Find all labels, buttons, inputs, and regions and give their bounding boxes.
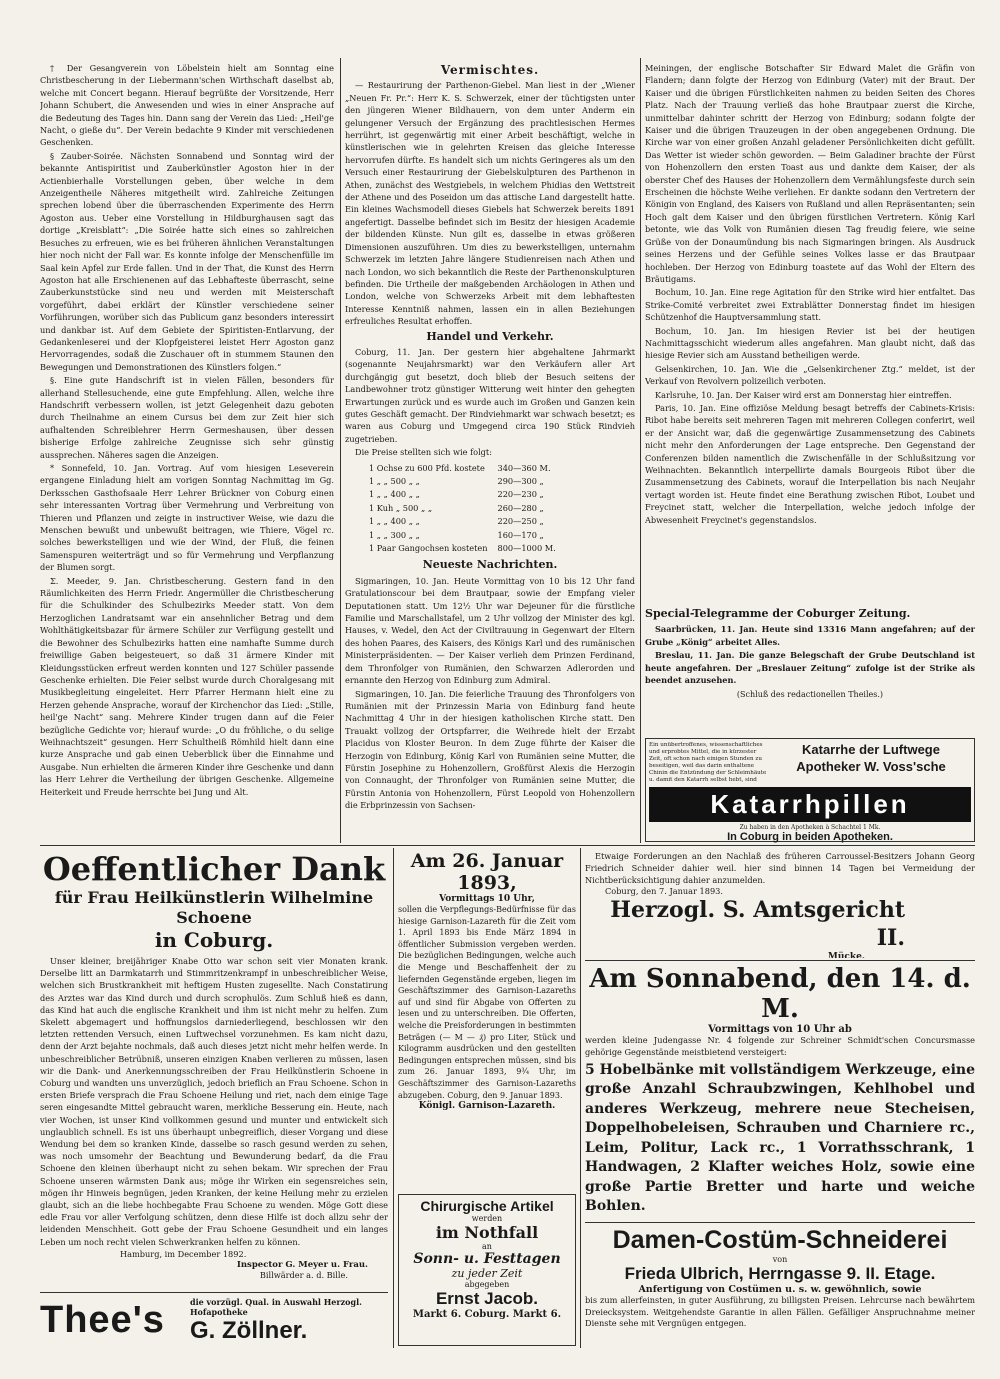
costume-von: von [772, 1255, 788, 1264]
katarrh-headline: Katarrhe der Luftwege [802, 742, 940, 757]
chirurg-werden: werden [471, 1214, 503, 1223]
article-sigmaringen-cont: Meiningen, der englische Botschafter Sir Edward Malet die Gräfin von Flandern; dann folgte der Herzog von Edinburg (Vater) mit der Braut. Der Kaiser und die übrigen Fürstlichkeiten nahmen zu beiden Seiten des Chores Platz. Nach der Trauung verließ das hohe Brautpaar zuerst die Kirche, unmittelbar dahinter schritt der Herzog von Edinburg; sodann folgte der Kaiser und die übrigen Trauzeugen in der oben angegebenen Ordnung. Die Kirche war von einer großen Anzahl geladener Persönlichkeiten dicht gefüllt. Das Wetter ist wieder schön geworden. — Beim Galadiner brachte der Fürst von Hohenzollern den ersten Toast aus und dankte dem Kaiser, der als oberster Chef des Hauses der Hohenzollern dem Vermählungsfeste durch sein Erscheinen die höchste Weihe verliehen. Er dankte sodann den Vertretern der Königin von England, des Kaisers von Rußland und allen Repräsentanten; sein Hoch galt dem Kaiser und den übrigen fürstlichen Vertretern. König Karl betonte, wie das Volk von Rumänien diesen Tag freudig feiere, wie seine Grüße von der Donaumündung bis nach Sigmaringen bringen. Als Ausdruck seines Herzens und der Gefühle seines Volkes lasse er das Brautpaar hochleben. Der Herzog von Edinburg toastete auf das Wohl der Eltern des Bräutigams. [645, 63, 975, 284]
dank-subtitle-1: für Frau Heilkünstlerin Wilhelmine Schoene [54, 888, 374, 927]
costume-body: bis zum allerfeinsten, in guter Ausführung, zu billigsten Preisen. Lehrcurse nach bewährtem Dreiecksystem. Weitgehendste Garantie in allen Fällen. Gefälliger Anspruchnahme meiner Dienste sehe mit Vergnügen entgegen. [585, 1295, 975, 1328]
thee-description: die vorzügl. Qual. in Auswahl Herzogl. Hofapotheke [190, 1296, 362, 1317]
column-rule [640, 58, 641, 843]
article-bochum-2: Bochum, 10. Jan. Im hiesigen Revier ist bei der heutigen Nachmittagsschicht wiederum alles angefahren. Man glaubt nicht, daß das hiesige Revier sich am Ausstand betheiligen werde. [645, 325, 975, 361]
dank-advertisement [40, 850, 388, 1290]
section-heading-telegramme: Special-Telegramme der Coburger Zeitung. [645, 607, 911, 620]
katarrh-description: Ein unübertroffenes, wissenschaftliches und erprobtes Mittel, die in kürzester Zeit, oft schon nach einigen Stunden zu beseitigen, weil das darin enthaltene Chinin die Entzündung der Schleimhäute u. damit den Katarrh selbst hebt, sind [649, 742, 767, 783]
lazareth-advertisement [398, 850, 576, 1190]
prices-intro: Die Preise stellten sich wie folgt: [355, 447, 492, 458]
thee-pharmacy-name: G. Zöllner. [190, 1316, 308, 1344]
article-sigmaringen-2: Sigmaringen, 10. Jan. Die feierliche Trauung des Thronfolgers von Rumänien mit der Prinzessin Maria von Edinburg fand heute Nachmittag 4 Uhr in der hiesigen katholischen Kirche statt. Den Trauakt vollzog der Ortspfarrer, die Weihrede hielt der Erzabt Placidus von Kloster Beuron. In dem Zuge führte der Kaiser die Herzogin von Edinburg, König Karl von Rumänien seine Mutter, die Fürstin Josephine zu Hohenzollern, Großfürst Alexis die Herzogin von Connaught, der Thronfolger von Rumänien seine Mutter, die Fürstin Antonia von Hohenzollern, Fürst Leopold von Hohenzollern die Erbprinzessin von Sachsen- [345, 688, 635, 811]
section-divider [40, 845, 975, 846]
amts-date: Coburg, den 7. Januar 1893. [605, 886, 723, 896]
costume-title: Damen-Costüm-Schneiderei [612, 1226, 948, 1254]
lazareth-date: Am 26. Januar 1893, [410, 850, 564, 894]
table-row: 1 Paar Gangochsen kosteten 800—1000 M. [369, 543, 556, 554]
dank-signature: Inspector G. Meyer u. Frau. [236, 1259, 368, 1270]
article-meeder: Σ. Meeder, 9. Jan. Christbescherung. Gestern fand in den Räumlichkeiten des Herrn Friedr. Angermüller die Christbescherung für die Schulkinder des Schulbezirks Meeder statt. Von dem Herzoglichen Landratsamt war ein ansehnlicher Betrag und dem Wohlthätigkeitsbazar für ärmere Schüler zur Verfügung gestellt und die Bewohner des Schulbezirks hatten eine namhafte Summe durch freiwillige Gaben beigesteuert, so daß 31 ärmere Kinder mit Kleidungsstücken erfreut werden konnten und 127 Schüler passende Geschenke erhielten. Die Feier selbst wurde durch Choralgesang mit Musikbegleitung eingeleitet. Herr Pfarrer Hermann hielt eine zu Herzen gehende Ansprache, worauf der Kirchenchor das Lied: „Stille, heil'ge Nacht“ sang. Mehrere Kinder trugen dann auf die Feier bezügliche Gedichte vor; hierauf wurde: „O du fröhliche, o du selige Weihnachtszeit“ gesungen. Herr Schultheiß Römhild hielt dann eine kurze Ansprache und gab einen Ueberblick über die Einnahme und Ausgabe. Nun erhielten die ärmeren Kinder ihre Geschenke und dann las Herr Lehrer die Vertheilung der übrigen Geschenke. Allgemeine Heiterkeit und Freude herrschte bei Jung und Alt. [40, 575, 334, 797]
article-karlsruhe: Karlsruhe, 10. Jan. Der Kaiser wird erst am Donnerstag hier eintreffen. [655, 389, 952, 400]
costume-name: Frieda Ulbrich, Herrngasse 9. II. Etage. [624, 1264, 936, 1283]
costume-sub: Anfertigung von Costümen u. s. w. gewöhnlich, sowie [638, 1284, 922, 1295]
article-coburg-market: Coburg, 11. Jan. Der gestern hier abgehaltene Jahrmarkt (sogenannte Neujahrsmarkt) war den Verkäufern aller Art durchgängig gut besetzt, doch blieb der Besuch seitens der Landbewohner trotz günstiger Witterung weit hinter den gehegten Erwartungen zurück und es wurde auch im Großen und Ganzen kein gutes Geschäft gemacht. Der Rindviehmarkt war schwach besetzt; es waren aus Coburg und Umgegend circa 190 Stück Rindvieh zugetrieben. [345, 346, 635, 444]
article-parthenon: — Restaurirung der Parthenon-Giebel. Man liest in der „Wiener „Neuen Fr. Pr.“: Herr K. S. Schwerzek, einer der tüchtigsten unter den jüngeren Wiener Bildhauern, von dem unter Anderm ein gelungener Versuch der Ergänzung des prachtlesischen Hermes herrührt, ist gegenwärtig mit einer Arbeit beschäftigt, welche in künstlerischen wie in gelehrten Kreisen das gleiche Interesse hervorrufen dürfte. Es handelt sich um nichts Geringeres als um den Versuch einer Restaurirung der Giebelskulpturen des Parthenon in Athen, zunächst des Westgiebels, in welchem Phidias den Wettstreit der Athene und des Poseidon um das attische Land dargestellt hatte. Ein kleines Wachsmodell dieses Giebels hat Schwerzek bereits 1891 angefertigt. Dasselbe befindet sich im Besitz der hiesigen Academie der bildenden Künste. Nun gilt es, dasselbe in etwas größeren Dimensionen auszuführen. Um dies zu bewerkstelligen, unternahm Schwerzek im letzten Jahre längere Studienreisen nach Athen und nach London, wo sich bekanntlich die Reste der Parthenonskulpturen befinden. Die Urtheile der maßgebenden Archäologen in Athen und London, welche von Schwerzeks Arbeit mit dem lebhaftesten Interesse Kenntniß nahmen, lassen ein in allen Beziehungen erfreuliches Resultat erhoffen. [345, 80, 635, 327]
chirurg-nothfall: im Nothfall [435, 1223, 539, 1242]
chirurg-advertisement [398, 1194, 576, 1346]
telegram-breslau: Breslau, 11. Jan. Die ganze Belegschaft der Grube Deutschland ist heute angefahren. Der „Breslauer Zeitung“ zufolge ist der Strike als beendet anzusehen. [645, 650, 975, 686]
table-row: 1 Ochse zu 600 Pfd. kostete 340—360 M. [369, 462, 551, 473]
costume-advertisement [585, 1226, 975, 1348]
article-sonnefeld: * Sonnefeld, 10. Jan. Vortrag. Auf vom hiesigen Leseverein ergangene Einladung hielt am vorigen Sonntag Nachmittag im Gg. Derksschen Gasthofsaale Herr Lehrer Brückner von Coburg einen sehr interessanten Vortrag über Vermehrung und Verbreitung von Thieren und Pflanzen und zeigte in instructiver Weise, wie dazu die Menschen bewußt und unbewußt beitragen, wie Thiere, Vögel rc. solches bewerkstelligen und wie der Wind, der Fluß, die feinen Samenspuren weiterträgt und so für Vermehrung und Verpflanzung der Blumen sorgt. [40, 463, 334, 573]
news-column-3 [645, 62, 975, 602]
thee-advertisement [40, 1292, 388, 1348]
lazareth-signature: Königl. Garnison-Lazareth. [418, 1101, 556, 1112]
table-row: 1 „ „ 400 „ „ 220—250 „ [369, 516, 544, 527]
chirurg-abgegeben: abgegeben [464, 1280, 510, 1289]
section-heading-vermischtes: Vermischtes. [440, 63, 540, 77]
katarrh-where: In Coburg in beiden Apotheken. [727, 831, 893, 843]
price-table [363, 461, 562, 557]
katarrh-maker: Apotheker W. Voss'sche [796, 759, 946, 774]
auction-time: Vormittags von 10 Uhr ab [708, 1024, 852, 1035]
auction-items: 5 Hobelbänke mit vollständigem Werkzeuge, eine große Anzahl Schraubzwingen, Kehlhobel und anderes Werkzeug, mehrere neue Stecheisen, Doppelhobeleisen, Schrauben und Charniere rc., Leim, Politur, Lack rc., 1 Vorrathsschrank, 1 Handwagen, 2 Klafter weiches Holz, sowie eine große Partie Bretter und harte und weiche Bohlen. [585, 1061, 975, 1215]
ad-divider [585, 1222, 975, 1223]
column-rule [393, 848, 394, 1348]
table-row: 1 „ „ 400 „ „ 220—230 „ [369, 489, 544, 500]
chirurg-title: Chirurgische Artikel [420, 1198, 554, 1214]
chirurg-address: Markt 6. Coburg. Markt 6. [412, 1309, 562, 1320]
dank-address: Billwärder a. d. Bille. [259, 1269, 348, 1280]
section-heading-neueste: Neueste Nachrichten. [422, 558, 558, 572]
article-bochum-1: Bochum, 10. Jan. Eine rege Agitation für den Strike wird hier entfaltet. Das Strike-Comité verbreitet zwei Extrablätter Donnerstag findet im hiesigen Schützenhof die Hauptversammlung statt. [645, 287, 975, 323]
chirurg-zeit: zu jeder Zeit [451, 1267, 523, 1280]
dank-place: Hamburg, im December 1892. [120, 1248, 247, 1259]
lazareth-time: Vormittags 10 Uhr, [439, 894, 535, 904]
article-paris: Paris, 10. Jan. Eine offiziöse Meldung besagt betreffs der Cabinets-Krisis: Ribot habe bereits seit mehreren Tagen mit mehreren Collegen conferirt, weil er der Ansicht war, daß die gegenwärtige Zusammensetzung des Cabinets nicht mehr den Anforderungen der Lage entspreche. Den Gegenstand der Conferenzen bilden namentlich die Zwischenfälle in der Schlußsitzung vor Weihnachten. Bekanntlich interpellirte damals Bourgeois Ribot über die Zusammensetzung des Cabinets, worauf die Interpellation bis nach Neujahr vertagt worden ist. Heute findet eine Berathung zwischen Ribot, Loubet und Freycinet statt, welcher die Interpellation, welche jedoch infolge der Abwesenheit Freycinet's gegenstandslos. [645, 402, 975, 525]
amts-name: Mücke. [827, 952, 865, 958]
thee-title: Thee's [40, 1299, 165, 1341]
dank-title: Oeffentlicher Dank [42, 850, 386, 888]
auction-intro: werden kleine Judengasse Nr. 4 folgende zur Schreiner Schmidt'schen Concursmasse gehörige Gegenstände meistbietend versteigert: [585, 1035, 975, 1057]
dank-subtitle-2: in Coburg. [154, 928, 274, 952]
section-heading-handel: Handel und Verkehr. [426, 329, 554, 343]
article-zauber-soiree: § Zauber-Soirée. Nächsten Sonnabend und Sonntag wird der bekannte Antispiritist und Zauberkünstler Agoston hier in der Actienbierhalle Vorstellungen geben, über welche in dem Anzeigentheile Näheres mitgetheilt wird. Zahlreiche Zeitungen sprechen lobend über die überraschenden Experimente des Herrn Agoston aus. Ueber eine Vorstellung in Hildburghausen sagt das dortige „Kreisblatt“: „Die Soirée hatte sich eines so zahlreichen Besuches zu erfreuen, wie es bei früheren ähnlichen Veranstaltungen hier noch nicht der Fall war. Es konnte infolge der Menschenfülle im Saal kein Apfel zur Erde fallen. Und in der That, die Kunst des Herrn Agoston hat alle Erschienenen auf das Lebhafteste überrascht, seine Zauberkunststücke sind neu und werden mit Meisterschaft vorgeführt, dabei erklärt der Künstler verschiedene seiner Vorführungen, worüber sich das Publicum ganz besonders interessirt und dankbar ist. Auf dem Gebiete der Spiritisten-Entlarvung, der Gedankenleserei und der Klopfgeisterei leistet Herr Agoston ganz Hervorragendes, sodaß die Zuschauer oft in stummem Staunen den Bewegungen und Demonstrationen des Künstlers folgen.“ [40, 150, 334, 372]
auction-advertisement [585, 964, 975, 1216]
column-rule [340, 58, 341, 843]
table-row: 1 Kuh „ 500 „ „ 260—280 „ [369, 502, 544, 513]
column-rule [580, 848, 581, 1348]
chirurg-days: Sonn- u. Festtagen [413, 1251, 561, 1267]
ad-divider [585, 960, 975, 961]
telegram-section [645, 604, 975, 734]
katarrh-price: Zu haben in den Apotheken à Schachtel 1 Mk. [739, 824, 881, 831]
news-column-1 [40, 62, 334, 842]
table-row: 1 „ „ 300 „ „ 160—170 „ [369, 529, 544, 540]
article-gelsenkirchen: Gelsenkirchen, 10. Jan. Wie die „Gelsenkirchener Ztg.“ meldet, ist der Verkauf von Revolvern polizeilich verboten. [645, 363, 975, 387]
table-row: 1 „ „ 500 „ „ 290—300 „ [369, 476, 544, 486]
amts-body: Etwaige Forderungen an den Nachlaß des früheren Carroussel-Besitzers Johann Georg Friedrich Schneider dahier weil. hier sind binnen 14 Tagen bei Vermeidung der Nichtberücksichtigung dahier anzumelden. [585, 851, 975, 885]
article-sigmaringen-1: Sigmaringen, 10. Jan. Heute Vormittag von 10 bis 12 Uhr fand Gratulationscour bei dem Brautpaar, sowie der Empfang vieler Deputationen statt. Um 12½ Uhr war Dejeuner für die fürstliche Familie und Marschallstafel, um 2 Uhr vollzog der Minister des kgl. Hauses, v. Wedel, den Act der Civiltrauung in Gegenwart der Eltern des hohen Paares, des Kaisers, des Königs Karl und des rumänischen Ministerpräsidenten. — Der Kaiser verlieh dem Prinzen Ferdinand, dem Thronfolger von Rumänien, den Schwarzen Adlerorden und ernannte den Herzog von Edinburg zum Admiral. [345, 575, 635, 686]
article-gesangverein: † Der Gesangverein von Löbelstein hielt am Sonntag eine Christbescherung in der Liebermann'schen Wirthschaft daselbst ab, welche mit Concert begann. Hierauf begrüßte der Vorsitzende, Herr Johann Schubert, die Anwesenden und wies in einer Ansprache auf die Bedeutung des Tages hin. Dann sang der Verein das Lied: „Heil'ge Nacht, o gieße du“. Der Verein bedachte 9 Kinder mit verschiedenen Geschenken. [40, 63, 334, 148]
katarrh-advertisement [645, 738, 975, 842]
chirurg-name: Ernst Jacob. [435, 1289, 539, 1308]
amts-office: Herzogl. S. Amtsgericht II. [610, 897, 905, 951]
chirurg-an: an [482, 1242, 492, 1251]
article-handschrift: §. Eine gute Handschrift ist in vielen Fällen, besonders für allerhand Stellesuchende, eine gute Empfehlung. Allen, welche ihre Handschrift verbessern wollen, ist jetzt Gelegenheit dazu geboten durch Theilnahme an einem Cursus bei dem zur Zeit hier sich aufhaltenden Schreiblehrer Herrn Germeshausen, über dessen bisherige Erfolge zahlreiche Zeugnisse sich sehr günstig aussprechen. Näheres sagen die Anzeigen. [40, 375, 334, 460]
auction-title: Am Sonnabend, den 14. d. M. [589, 964, 971, 1024]
editorial-end-note: (Schluß des redactionellen Theiles.) [736, 690, 884, 700]
lazareth-body: sollen die Verpflegungs-Bedürfnisse für das hiesige Garnison-Lazareth für die Zeit vom 1. April 1893 bis Ende März 1894 in öffentlicher Submission vergeben werden. Die bezüglichen Bedingungen, welche auch die Menge und Beschaffenheit der zu liefernden Gegenstände ergeben, liegen im Geschäftszimmer des Garnison-Lazareths auf und sind für Abgabe von Offerten zu lesen und zu unterschreiben. Die Offerten, welche die Preisforderungen in bestimmten Beträgen (— M — ₰) pro Liter, Stück und Kilogramm ausdrücken und den gestellten Bedingungen entsprechen müssen, sind bis zum 26. Januar 1893, 9¾ Uhr, im Geschäftszimmer des Garnison-Lazareths abzugeben. Coburg, den 9. Januar 1893. [398, 905, 576, 1100]
telegram-saarbruecken: Saarbrücken, 11. Jan. Heute sind 13316 Mann angefahren; auf der Grube „König“ arbeitet Alles. [645, 624, 975, 647]
katarrh-product-name: Katarrhpillen [649, 787, 971, 822]
dank-body: Unser kleiner, breijähriger Knabe Otto war schon seit vier Monaten krank. Derselbe litt an Darmkatarrh und Stimmritzenkrampf in unbeschreiblicher Weise, welchen sich Brustkrankheit mit heftigem Husten zugesellte. Nach Constatirung des Arztes war das Kind durch und durch scrophulös. Zum Schluß hieß es dann, das Kind hat auch die englische Krankheit und ihm ist nicht mehr zu helfen. Zum Skelett abgemagert und hoffnungslos darniederliegend, beschlossen wir den letzten rettenden Versuch, einen Luftwechsel vorzunehmen. Es kam nicht dazu, denn der Arzt bejahte nochmals, daß auch dieses jetzt nicht mehr helfen werde. In unbeschreiblicher Betrübniß, unseren einzigen Knaben verlieren zu müssen, lasen wir die Dank- und Anerkennungsschreiben der Frau Heilkünstlerin Schoene in Coburg und wandten uns unverzüglich, jedoch brieflich an Frau Schoene. Schon in ersten Briefe versprach die Frau Schoene Heilung und riet, nach dem einige Tage seren eingesandte Mittel gebraucht waren, merkliche Besserung ein. Heute, nach vier Wochen, ist unser Kind vollkommen gesund und munter und entwickelt sich unglaublich schnell. Es ist uns überhaupt unbegreiflich, dieser Vorgang und diese Wendung bei dem so kranken Kinde, dasselbe so rasch gesund werden zu sehen, was noch umsomehr der Beachtung und Bewunderung bedarf, da die Frau Schoene den kleinen überhaupt nicht zu sehen bekam. Wir sprechen der Frau Schoene unseren wärmsten Dank aus; möge ihr Wirken ein segensreiches sein, mögen ihr Hinweis begnügen, jeden Kranken, der keine Heilung mehr zu erzielen glaubt, sich an die liebe hochbegabte Frau Schoene zu wenden. Möge Gott diese edle Frau vor aller Verfolgung schützen, denn diese Hilfe ist doch allzu sehr der leidenden Menschheit. Gott gebe der Frau Schoene Gesundheit und ein langes Leben um noch recht vielen Schwerkranken helfen zu können. [40, 956, 388, 1247]
news-column-2 [345, 62, 635, 842]
amtsgericht-advertisement [585, 850, 975, 958]
